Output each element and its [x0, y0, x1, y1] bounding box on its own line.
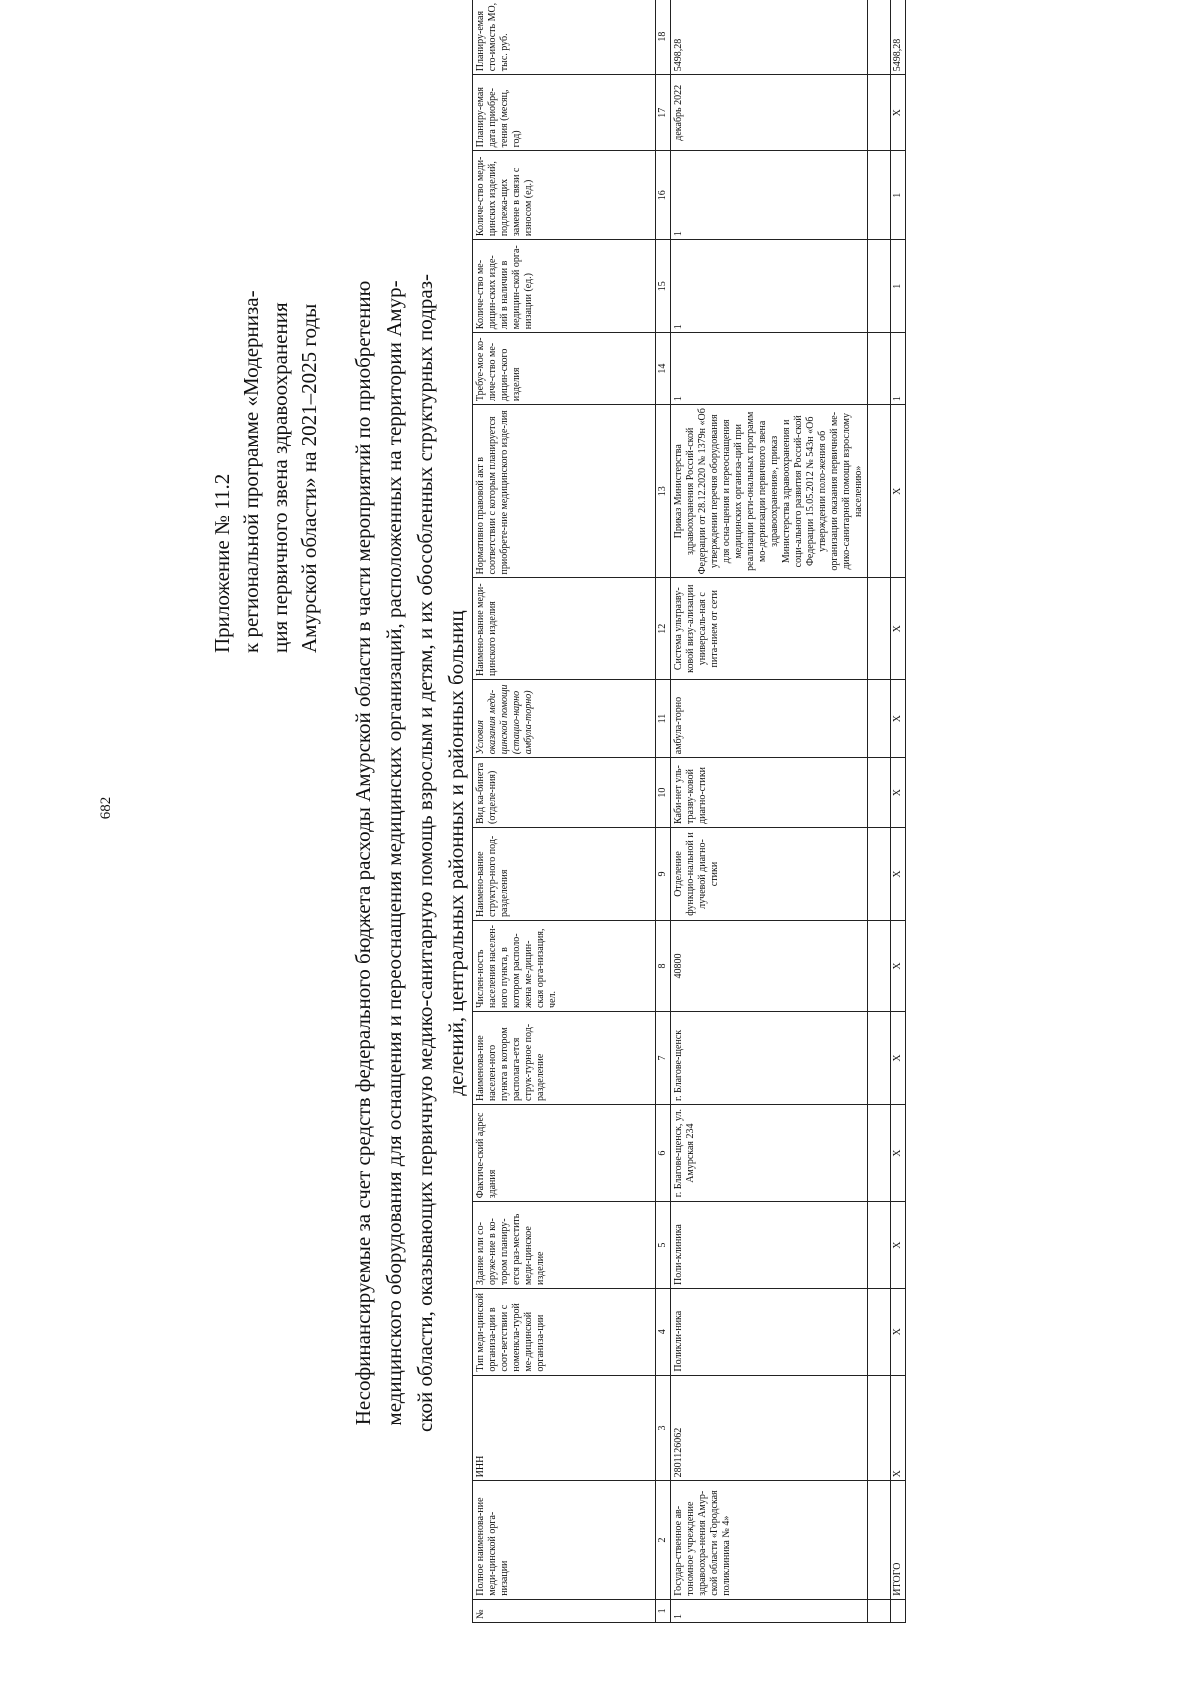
org-name-cell: Государ-ственное ав-тономное учреждение здравоохра-нения Амур-ской области «Городская поликлиника № 4» [671, 1481, 868, 1599]
total-x-mark: X [891, 828, 906, 921]
column-number: 4 [656, 1288, 671, 1375]
column-number: 17 [656, 75, 671, 151]
column-number: 3 [656, 1375, 671, 1481]
table-row [671, 0, 868, 1623]
document-heading [348, 93, 472, 1613]
total-label: ИТОГО [891, 1481, 906, 1599]
appendix-line: ция первичного звена здравоохранения [268, 302, 292, 653]
total-x-mark: X [891, 921, 906, 1012]
total-x-mark: X [891, 578, 906, 680]
conditions-cell: амбула-торно [671, 679, 868, 757]
heading-line: медицинского оборудования для оснащения и переоснащения медицинских организаций, расположенных на территории Амур- [382, 280, 406, 1426]
heading-line: ской области, оказывающих первичную медико-санитарную помощь взрослым и детям, и их обособленных структурных подраз- [413, 274, 437, 1432]
column-number: 2 [656, 1481, 671, 1599]
column-number: 14 [656, 333, 671, 405]
column-header: Количе-ство ме-дицин-ских изде-лий в наличии в медицин-ской орга-низации (ед.) [473, 240, 656, 333]
column-number: 11 [656, 679, 671, 757]
column-header: ИНН [473, 1375, 656, 1481]
total-x-mark: X [891, 1104, 906, 1201]
column-header: Вид ка-бинета (отделе-ния) [473, 758, 656, 828]
total-number-cell [891, 1599, 906, 1622]
total-x-mark: X [891, 679, 906, 757]
header-row [473, 0, 656, 1623]
total-x-mark: X [891, 1011, 906, 1104]
cabinet-cell: Каби-нет уль-тразву-ковой диагно-стики [671, 758, 868, 828]
column-number: 8 [656, 921, 671, 1012]
address-cell: г. Благове-щенск, ул. Амурская 234 [671, 1104, 868, 1201]
column-header: Количе-ство меди-цинских изделий, подлежа-щих замене в связи с износом (ед.) [473, 151, 656, 240]
appendix-caption [208, 113, 324, 653]
column-header: Наименова-ние населен-ного пункта в котором располага-ется струк-турное под-разделение [473, 1011, 656, 1104]
column-header: Наимено-вание структур-ного под-разделения [473, 828, 656, 921]
column-number: 12 [656, 578, 671, 680]
total-available: 1 [891, 240, 906, 333]
column-header: Планиру-емая сто-имость МО, тыс. руб. [473, 0, 656, 75]
column-number: 9 [656, 828, 671, 921]
page-number: 682 [98, 796, 114, 820]
column-header: Тип меди-цинской организа-ции в соот-ветствии с номенкла-турой ме-дицинской организа-ции [473, 1288, 656, 1375]
column-header: Числен-ность населения населен-ного пункта, в котором располо-жена ме-дицин-ская орга-низация, чел. [473, 921, 656, 1012]
replace-count-cell: 1 [671, 151, 868, 240]
population-cell: 40800 [671, 921, 868, 1012]
equipment-table [472, 0, 906, 1623]
column-header: Требуе-мое ко-личе-ство ме-дицин-ского изделия [473, 333, 656, 405]
column-header: Полное наименова-ние меди-цинской орга-низации [473, 1481, 656, 1599]
total-row [891, 0, 906, 1623]
total-x-mark: X [891, 1375, 906, 1481]
column-number-row [656, 0, 671, 1623]
required-count-cell: 1 [671, 333, 868, 405]
column-number: 13 [656, 405, 671, 578]
total-cost: 5498,28 [891, 0, 906, 75]
total-required: 1 [891, 333, 906, 405]
appendix-line: Амурской области» на 2021–2025 годы [297, 303, 321, 653]
column-number: 5 [656, 1202, 671, 1289]
total-replace: 1 [891, 151, 906, 240]
column-header: № [473, 1599, 656, 1622]
column-number: 6 [656, 1104, 671, 1201]
column-header: Условия оказания меди-цинской помощи (стацио-нарно амбула-торно) [473, 679, 656, 757]
column-header: Нормативно правовой акт в соответствии с которым планируется приобрете-ние медицинского изде-лия [473, 405, 656, 578]
inn-cell: 2801126062 [671, 1375, 868, 1481]
settlement-cell: г. Благове-щенск [671, 1011, 868, 1104]
column-number: 7 [656, 1011, 671, 1104]
cost-cell: 5498,28 [671, 0, 868, 75]
total-x-mark: X [891, 758, 906, 828]
column-header: Здание или со-оруже-ние в ко-тором планиру-ется раз-местить меди-цинское изделие [473, 1202, 656, 1289]
column-header: Наимено-вание меди-цинского изделия [473, 578, 656, 680]
subdivision-cell: Отделение функцио-нальной и лучевой диагно-стики [671, 828, 868, 921]
org-type-cell: Поликли-ника [671, 1288, 868, 1375]
purchase-date-cell: декабрь 2022 [671, 75, 868, 151]
total-x-mark: X [891, 405, 906, 578]
column-number: 16 [656, 151, 671, 240]
column-number: 15 [656, 240, 671, 333]
available-count-cell: 1 [671, 240, 868, 333]
empty-row [868, 0, 891, 1623]
appendix-title: Приложение № 11.2 [210, 473, 234, 653]
heading-line: Несофинансируемые за счет средств федерального бюджета расходы Амурской области в части мероприятий по приобретению [351, 280, 375, 1426]
total-x-mark: X [891, 75, 906, 151]
column-number: 10 [656, 758, 671, 828]
column-header: Фактиче-ский адрес здания [473, 1104, 656, 1201]
total-x-mark: X [891, 1202, 906, 1289]
column-number: 1 [656, 1599, 671, 1622]
appendix-line: к региональной программе «Модерниза- [239, 290, 263, 653]
column-header: Планиру-емая дата приобре-тения (месяц, год) [473, 75, 656, 151]
device-name-cell: Система ультразву-ковой визу-ализации универсаль-ная с пита-нием от сети [671, 578, 868, 680]
building-cell: Поли-клиника [671, 1202, 868, 1289]
heading-line: делений, центральных районных и районных больниц [444, 610, 468, 1096]
row-number: 1 [671, 1599, 868, 1622]
legal-act-cell: Приказ Министерства здравоохранения Россий-ской Федерации от 28.12.2020 № 1379н «Об утверждении перечня оборудования для осна-щения и переоснащения медицинских организа-ций при реализации реги-ональных программ мо-дернизации первичного звена здравоохранения», приказ Министерства здравоохранения и соци-ального развития Россий-ской Федерации 15.05.2012 № 543н «Об утверждении поло-жения об организации оказания первичной ме-дико-санитарной помощи взрослому населению» [671, 405, 868, 578]
total-x-mark: X [891, 1288, 906, 1375]
column-number: 18 [656, 0, 671, 75]
